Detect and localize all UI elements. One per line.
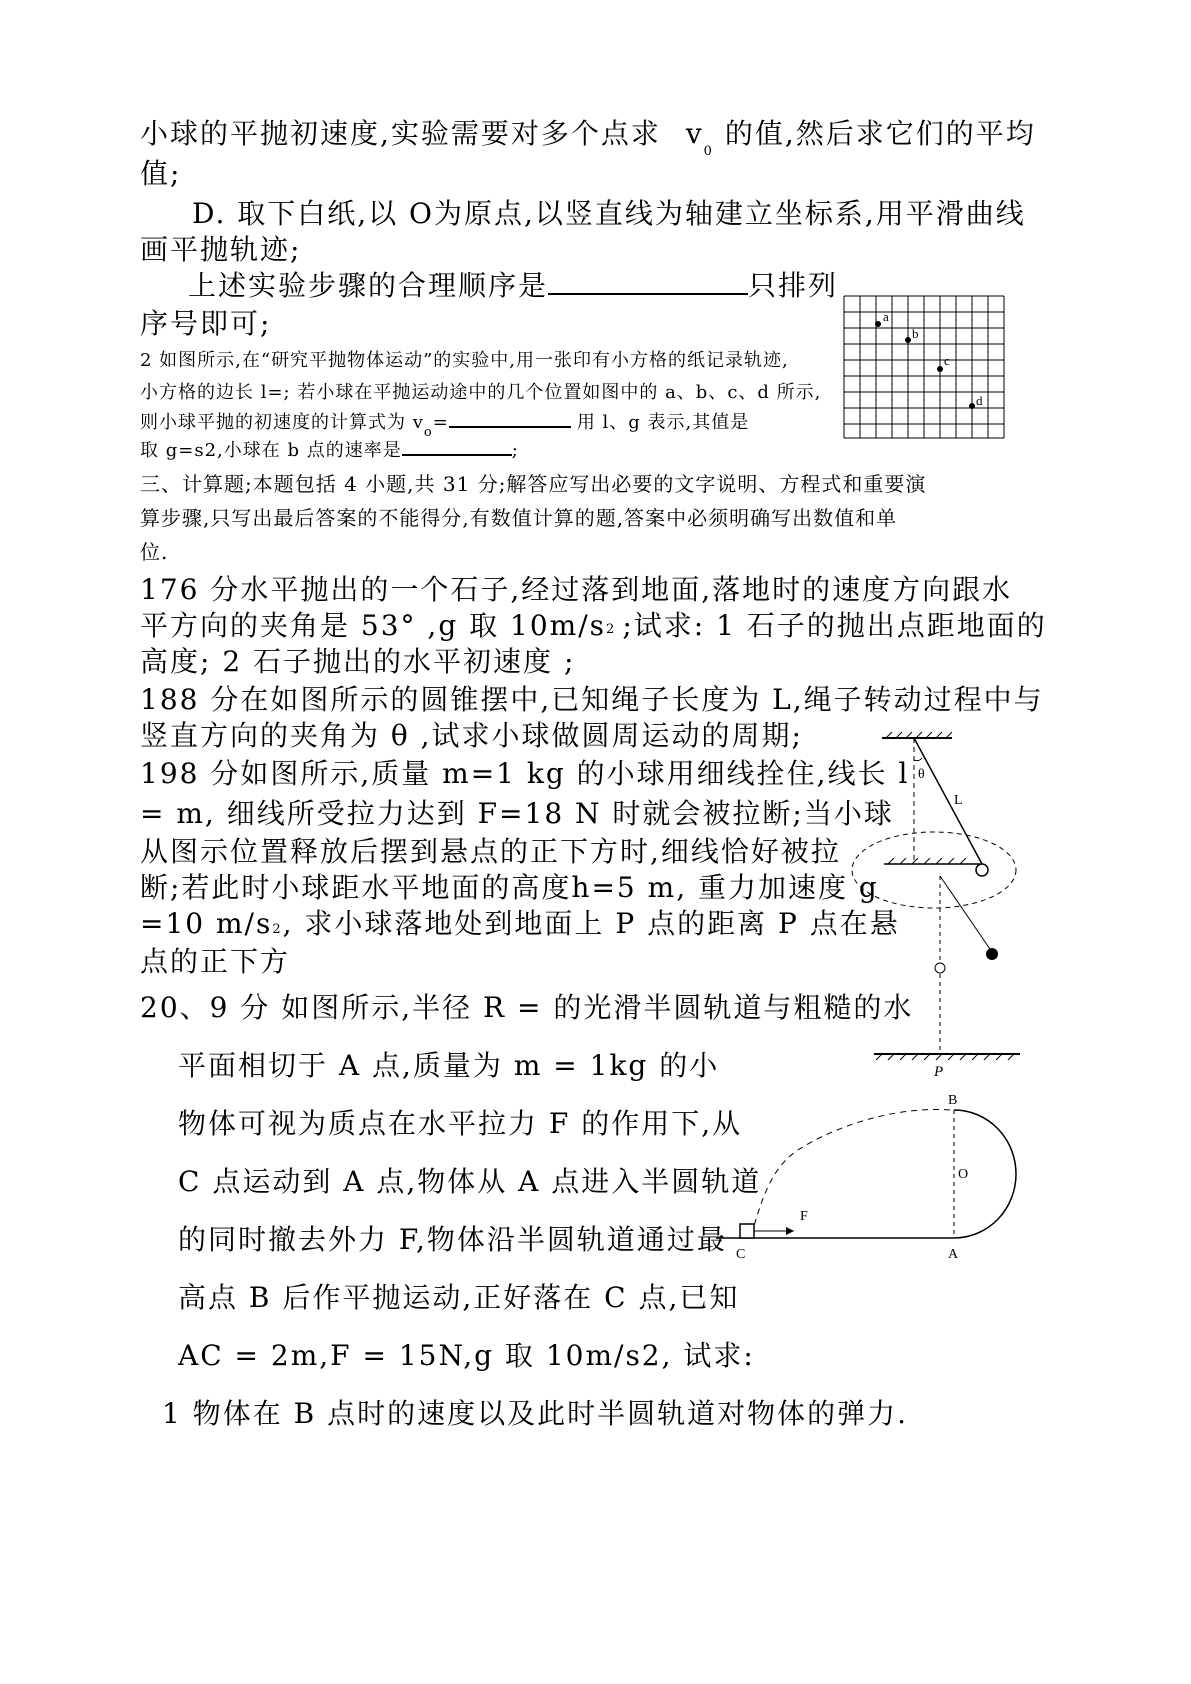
- section-3-line-2: 算步骤,只写出最后答案的不能得分,有数值计算的题,答案中必须明确写出数值和单: [140, 506, 898, 530]
- q20-line-4: C 点运动到 A 点,物体从 A 点进入半圆轨道: [178, 1165, 762, 1198]
- q18-line-2: 竖直方向的夹角为 θ ,试求小球做圆周运动的周期;: [140, 719, 803, 752]
- q19-line-4: 断;若此时小球距水平地面的高度h=5 m, 重力加速度 g: [140, 871, 879, 904]
- point-b-label: B: [948, 1093, 958, 1108]
- q18-line-1: 188 分在如图所示的圆锥摆中,已知绳子长度为 L,绳子转动过程中与: [140, 683, 1044, 716]
- small-block: [740, 1224, 754, 1238]
- q20-line-8: 1 物体在 B 点时的速度以及此时半圆轨道对物体的弹力.: [162, 1397, 908, 1430]
- point-d: [969, 403, 975, 409]
- q2-formula-label: 则小球平抛的初速度的计算式为 v: [140, 412, 424, 433]
- q17-angle-text: 平方向的夹角是 53° ,g 取 10m/s: [140, 609, 607, 642]
- order-answer-blank[interactable]: [548, 293, 748, 295]
- line-6: 序号即可;: [140, 307, 272, 340]
- subscript-0: 0: [703, 144, 714, 159]
- b-speed-blank[interactable]: [402, 454, 512, 456]
- q20-line-7: AC = 2m,F = 15N,g 取 10m/s2, 试求:: [178, 1339, 755, 1372]
- label-b: b: [912, 326, 919, 341]
- q20-line-6: 高点 B 后作平抛运动,正好落在 C 点,已知: [178, 1281, 740, 1314]
- label-a: a: [883, 309, 889, 324]
- line-1-head: 小球的平抛初速度,实验需要对多个点求: [140, 117, 661, 150]
- line-3: D. 取下白纸,以 O为原点,以竖直线为轴建立坐标系,用平滑曲线: [192, 197, 1026, 230]
- superscript-2: 2: [606, 622, 617, 637]
- q2-speed-label: 取 g=s2,小球在 b 点的速率是: [140, 440, 402, 461]
- point-c: [937, 366, 943, 372]
- q17-line-1: 176 分水平抛出的一个石子,经过落到地面,落地时的速度方向跟水: [140, 573, 1013, 606]
- label-c: c: [944, 353, 950, 368]
- grid-trajectory-figure: [842, 294, 1008, 440]
- v-letter: v: [685, 117, 704, 150]
- point-a-label: A: [948, 1247, 959, 1262]
- q17-line-2: [140, 604, 1047, 644]
- label-d: d: [976, 393, 983, 408]
- order-question: 上述实验步骤的合理顺序是: [188, 269, 549, 302]
- equals-sign: =: [432, 412, 449, 433]
- string-length-label: L: [954, 793, 963, 808]
- q19-line-1: 198 分如图所示,质量 m=1 kg 的小球用细线拴住,线长 l: [140, 757, 910, 790]
- v0-symbol: [685, 117, 714, 159]
- q2-line-4: [140, 436, 519, 462]
- q19-line-3: 从图示位置释放后摆到悬点的正下方时,细线恰好被拉: [140, 835, 841, 868]
- line-4: 画平抛轨迹;: [140, 233, 302, 266]
- q20-line-5: 的同时撤去外力 F,物体沿半圆轨道通过最: [178, 1223, 727, 1256]
- order-note: 只排列: [748, 269, 839, 302]
- line-1-tail: 的值,然后求它们的平均: [724, 117, 1036, 150]
- q2-line-1: 2 如图所示,在“研究平抛物体运动”的实验中,用一张印有小方格的纸记录轨迹,: [140, 350, 789, 371]
- semicircle-track-figure: [712, 1088, 1030, 1268]
- point-c-label: C: [736, 1247, 746, 1262]
- q19-line-6: 点的正下方: [140, 945, 291, 978]
- q2-end: ;: [511, 440, 519, 461]
- ball-at-bottom: [935, 963, 945, 973]
- theta-label: θ: [918, 767, 925, 782]
- q2-line-3: [140, 408, 750, 440]
- q2-formula-note: 用 l、g 表示,其值是: [576, 412, 750, 433]
- subscript-o: o: [423, 425, 433, 440]
- force-f-label: F: [800, 1209, 808, 1224]
- line-1: [140, 112, 1036, 159]
- point-p-label: P: [934, 1064, 944, 1080]
- superscript-2: 2: [272, 922, 283, 937]
- line-5: [188, 264, 838, 304]
- q2-line-2: 小方格的边长 l=; 若小球在平抛运动途中的几个位置如图中的 a、b、c、d 所示,: [140, 382, 822, 403]
- q19-g-value: =10 m/s: [140, 907, 273, 940]
- line-2: 值;: [140, 157, 182, 190]
- point-a: [875, 321, 881, 327]
- pendulum-break-figure: [868, 870, 1028, 1080]
- v0-formula-blank[interactable]: [449, 426, 571, 428]
- q17-line-3: 高度; 2 石子抛出的水平初速度 ;: [140, 645, 576, 678]
- q17-question: ;试求: 1 石子的抛出点距地面的: [622, 609, 1047, 642]
- q19-line-2: = m, 细线所受拉力达到 F=18 N 时就会被拉断;当小球: [140, 797, 894, 830]
- q20-line-1: 20、9 分 如图所示,半径 R = 的光滑半圆轨道与粗糙的水: [140, 991, 914, 1024]
- q19-line-5: [140, 902, 900, 942]
- section-3-line-3: 位.: [140, 540, 169, 564]
- q20-line-3: 物体可视为质点在水平拉力 F 的作用下,从: [178, 1107, 743, 1140]
- q20-line-2: 平面相切于 A 点,质量为 m = 1kg 的小: [178, 1049, 720, 1082]
- point-b: [905, 337, 911, 343]
- q19-question: , 求小球落地处到地面上 P 点的距离 P 点在悬: [282, 907, 900, 940]
- section-3-line-1: 三、计算题;本题包括 4 小题,共 31 分;解答应写出必要的文字说明、方程式和重要演: [140, 472, 927, 496]
- pendulum-ball: [986, 948, 998, 960]
- center-o-label: O: [958, 1167, 969, 1182]
